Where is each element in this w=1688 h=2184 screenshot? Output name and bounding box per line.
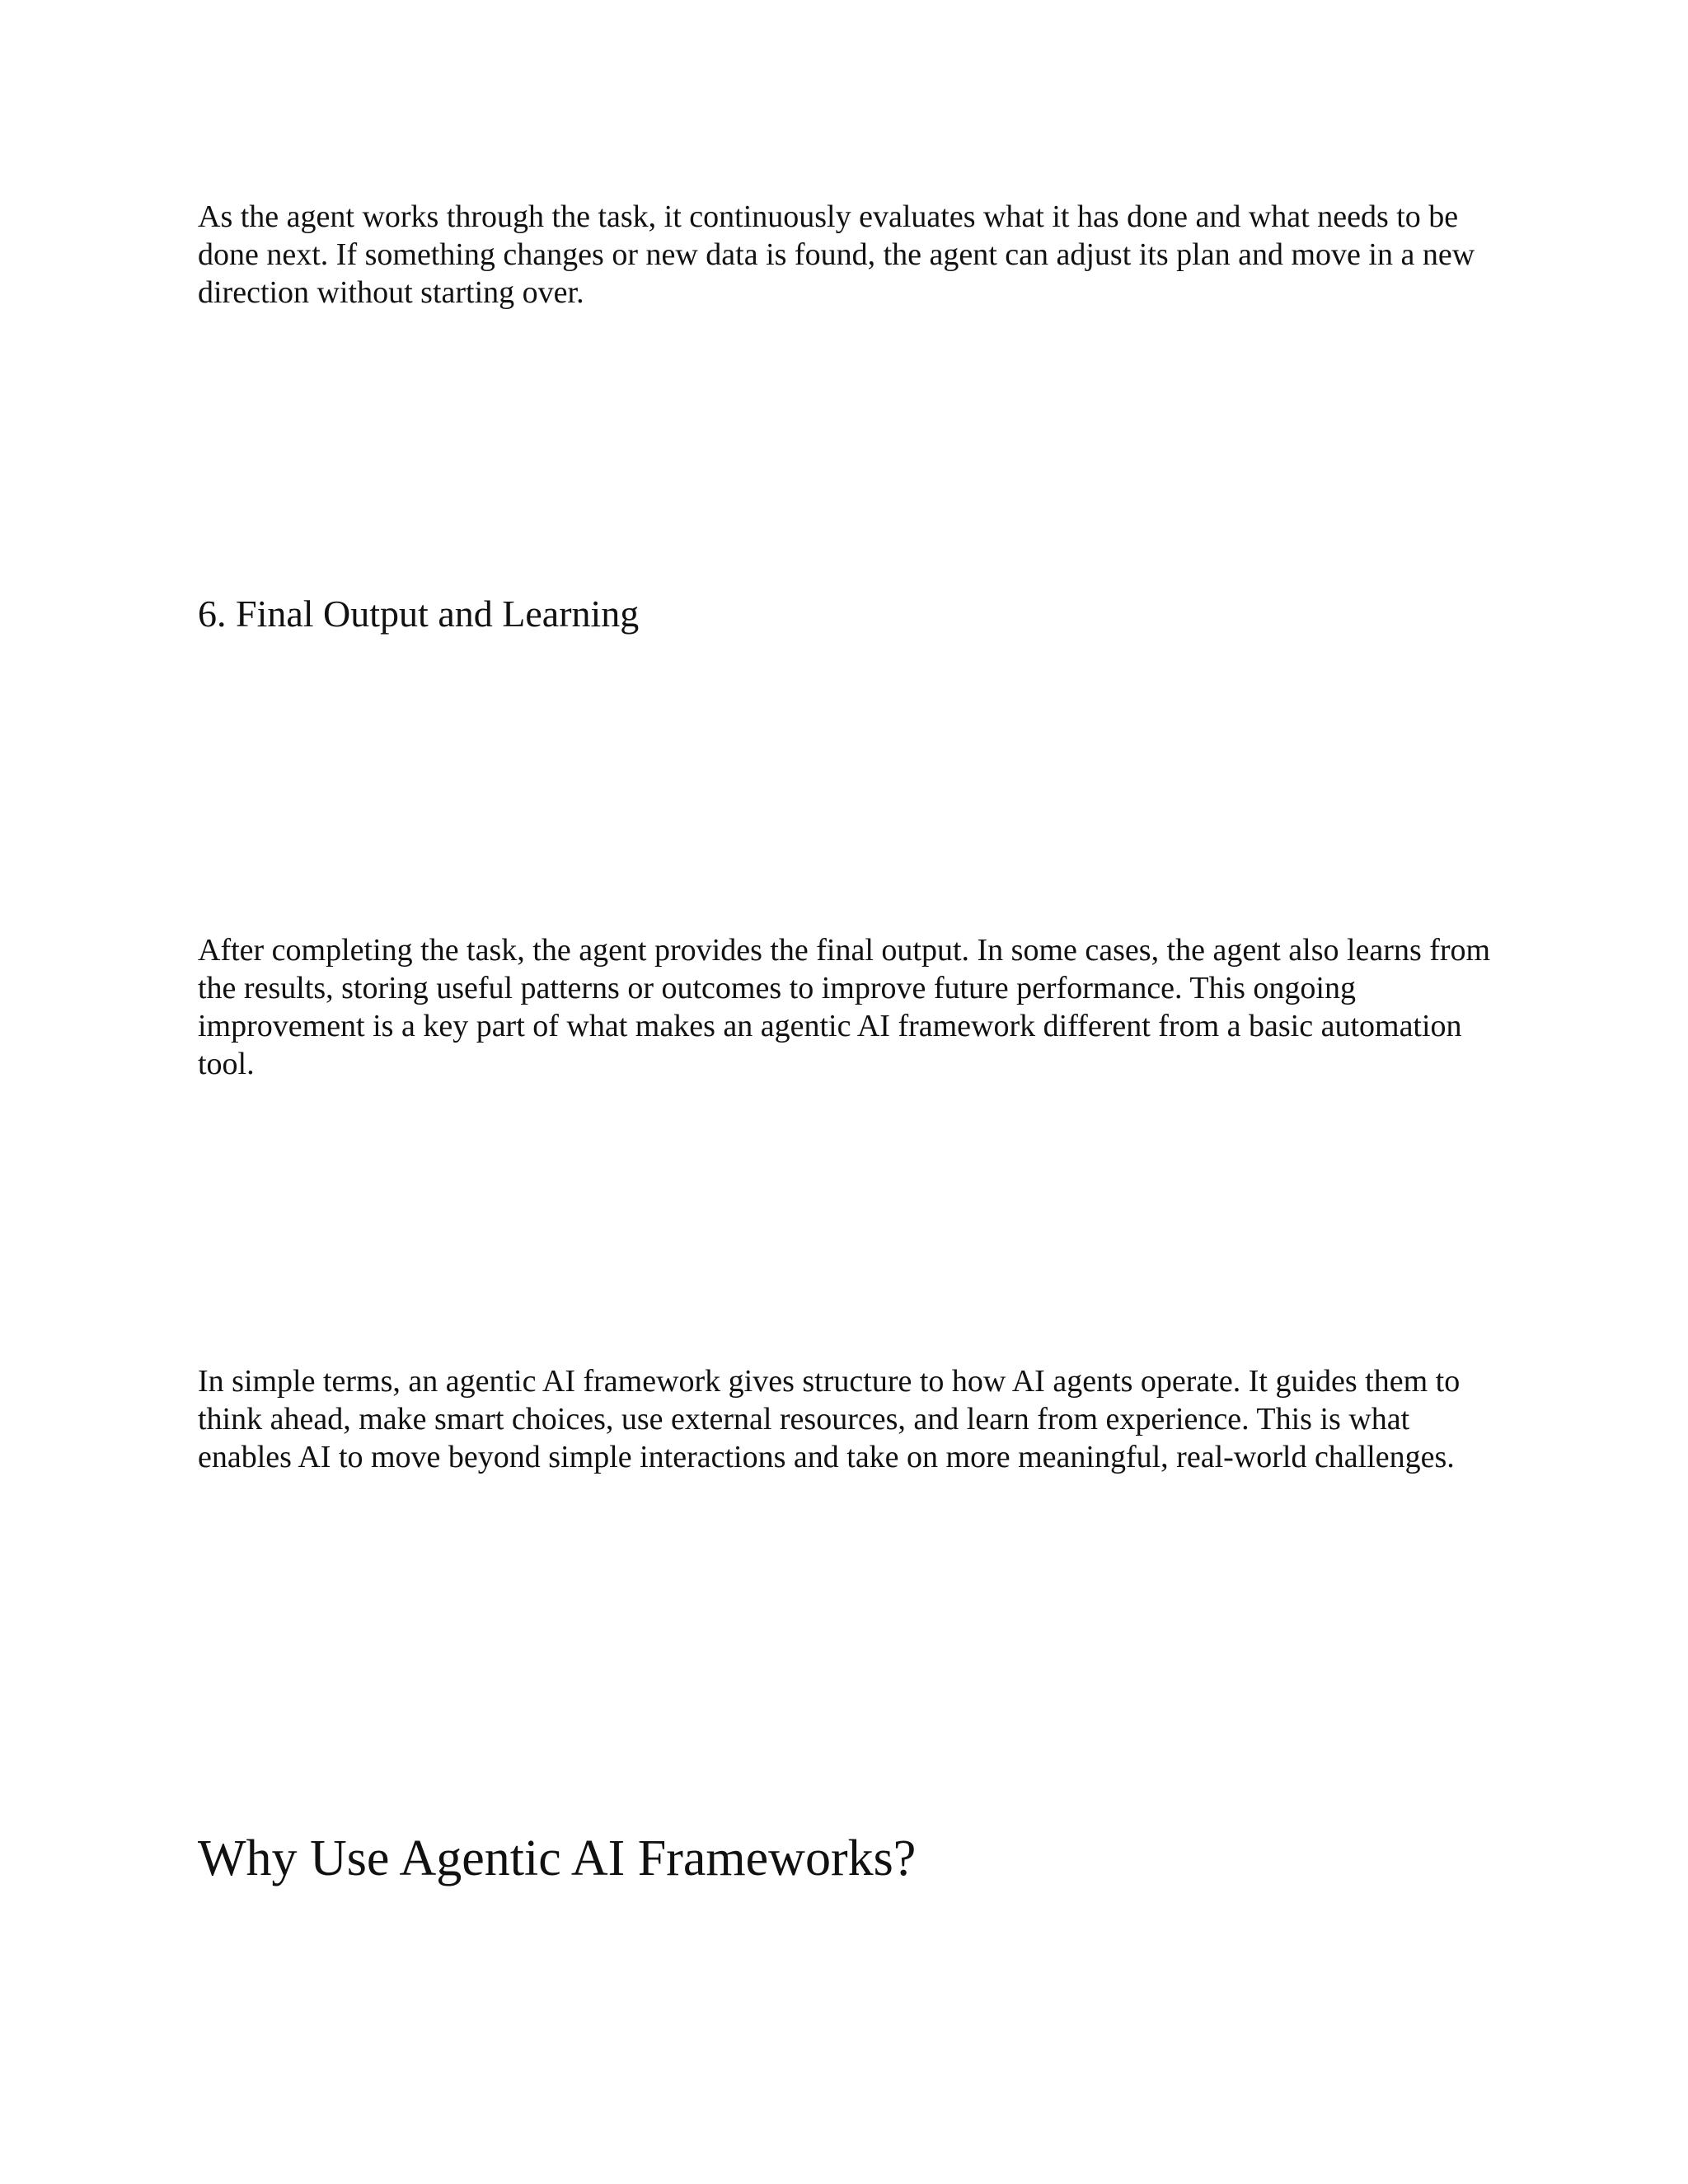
paragraph-final-output: After completing the task, the agent provides the final output. In some cases, the agent also learns from the results, storing useful patterns or outcomes to improve future performance. This ongoing improvement is a key part of what makes an agentic AI framework different from a basic automation tool. bbox=[198, 933, 1491, 1081]
paragraph-agent-evaluation: As the agent works through the task, it continuously evaluates what it has done and what needs to be done next. If something changes or new data is found, the agent can adjust its plan and move in a new direction without starting over. bbox=[198, 199, 1475, 310]
paragraph-summary: In simple terms, an agentic AI framework gives structure to how AI agents operate. It guides them to think ahead, make smart choices, use external resources, and learn from experience. This is what enables AI to move beyond simple interactions and take on more meaningful, real-world challenges. bbox=[198, 1364, 1461, 1474]
heading-final-output-and-learning: 6. Final Output and Learning bbox=[198, 593, 640, 635]
heading-why-use-agentic-ai-frameworks: Why Use Agentic AI Frameworks? bbox=[198, 1830, 917, 1886]
